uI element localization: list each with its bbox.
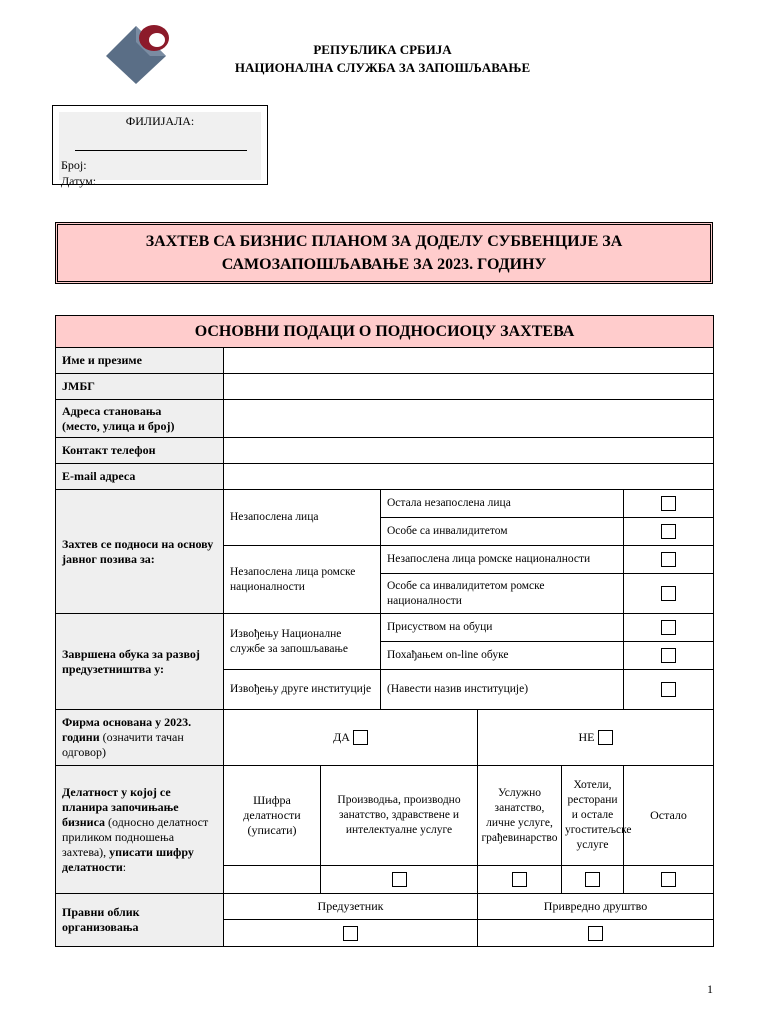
branch-box-inner — [59, 112, 261, 188]
company-no-cell[interactable] — [478, 710, 714, 766]
title-line-1: ЗАХТЕВ СА БИЗНИС ПЛАНОМ ЗА ДОДЕЛУ СУБВЕНЦИЈЕ ЗА — [145, 233, 623, 250]
activity-label-end: : — [122, 859, 127, 874]
branch-box — [52, 105, 268, 188]
checkbox[interactable] — [661, 586, 676, 601]
activity-col-other: Остало — [624, 766, 714, 866]
company-label-note: (означити тачан одговор) — [62, 730, 184, 759]
training-option-institution: (Навести назив институције) — [381, 670, 624, 710]
request-group-roma: Незапослена лица ромске националности — [224, 546, 381, 614]
request-option-disabled-roma-checkbox[interactable] — [624, 574, 714, 614]
legal-option-company: Привредно друштво — [478, 894, 714, 920]
name-label: Име и презиме — [56, 348, 224, 374]
activity-col-production: Производња, производно занатство, здравствене и интелектуалне услуге — [321, 766, 478, 866]
checkbox[interactable] — [661, 524, 676, 539]
phone-label: Контакт телефон — [56, 438, 224, 464]
company-yes-checkbox[interactable] — [353, 730, 368, 745]
checkbox[interactable] — [661, 682, 676, 697]
checkbox[interactable] — [588, 926, 603, 941]
legal-entrepreneur-checkbox-cell[interactable] — [224, 920, 478, 947]
section-title: ОСНОВНИ ПОДАЦИ О ПОДНОСИОЦУ ЗАХТЕВА — [56, 316, 714, 348]
company-yes-label: ДА — [333, 729, 350, 744]
checkbox[interactable] — [661, 552, 676, 567]
checkbox[interactable] — [661, 496, 676, 511]
training-label: Завршена обука за развој предузетништва у: — [56, 614, 224, 710]
jmbg-label: ЈМБГ — [56, 374, 224, 400]
email-label: E-mail адреса — [56, 464, 224, 490]
request-group-unemployed: Незапослена лица — [224, 490, 381, 546]
request-option-other-unemployed-checkbox[interactable] — [624, 490, 714, 518]
training-option-online-checkbox[interactable] — [624, 642, 714, 670]
company-no-checkbox[interactable] — [598, 730, 613, 745]
address-label-line-2: (место, улица и број) — [62, 418, 175, 433]
training-option-institution-checkbox[interactable] — [624, 670, 714, 710]
request-option-roma: Незапослена лица ромске националности — [381, 546, 624, 574]
address-label-line-1: Адреса становања — [62, 403, 162, 418]
activity-other-checkbox-cell[interactable] — [624, 866, 714, 894]
phone-input[interactable] — [224, 438, 714, 464]
request-option-disabled-roma: Особе са инвалидитетом ромске националности — [381, 574, 624, 614]
activity-code-input[interactable] — [224, 866, 321, 894]
training-option-attendance: Присуством на обуци — [381, 614, 624, 642]
jmbg-input[interactable] — [224, 374, 714, 400]
legal-company-checkbox-cell[interactable] — [478, 920, 714, 947]
training-group-other: Извођењу друге институције — [224, 670, 381, 710]
branch-number: Број: — [61, 158, 87, 172]
logo-circle-inner — [149, 33, 165, 47]
branch-line — [75, 150, 247, 151]
activity-label — [56, 766, 224, 894]
activity-col-code: Шифра делатности (уписати) — [224, 766, 321, 866]
request-option-roma-checkbox[interactable] — [624, 546, 714, 574]
activity-hotels-checkbox-cell[interactable] — [562, 866, 624, 894]
email-input[interactable] — [224, 464, 714, 490]
checkbox[interactable] — [661, 648, 676, 663]
activity-col-services: Услужно занатство, личне услуге, грађевинарство — [478, 766, 562, 866]
document-title — [55, 222, 713, 284]
branch-label: ФИЛИЈАЛА: — [125, 114, 195, 128]
title-line-2: САМОЗАПОШЉАВАЊЕ ЗА 2023. ГОДИНУ — [221, 256, 547, 273]
training-option-online: Похађањем on-line обуке — [381, 642, 624, 670]
checkbox[interactable] — [392, 872, 407, 887]
activity-col-hotels: Хотели, ресторани и остале угоститељске услуге — [562, 766, 624, 866]
name-input[interactable] — [224, 348, 714, 374]
checkbox[interactable] — [585, 872, 600, 887]
request-option-disabled-checkbox[interactable] — [624, 518, 714, 546]
legal-option-entrepreneur: Предузетник — [224, 894, 478, 920]
request-label: Захтев се подноси на основу јавног позива за: — [56, 490, 224, 614]
company-label — [56, 710, 224, 766]
activity-production-checkbox-cell[interactable] — [321, 866, 478, 894]
nsz-logo — [104, 22, 174, 86]
address-label — [56, 400, 224, 438]
checkbox[interactable] — [343, 926, 358, 941]
header-line-2: НАЦИОНАЛНА СЛУЖБА ЗА ЗАПОШЉАВАЊЕ — [234, 60, 531, 75]
activity-services-checkbox-cell[interactable] — [478, 866, 562, 894]
training-group-nsz: Извођењу Националне службе за запошљавање — [224, 614, 381, 670]
page-number: 1 — [707, 982, 713, 996]
branch-date: Датум: — [61, 174, 97, 188]
address-input[interactable] — [224, 400, 714, 438]
legal-label: Правни облик организовања — [56, 894, 224, 947]
header-line-1: РЕПУБЛИКА СРБИЈА — [313, 42, 452, 57]
company-no-label: НЕ — [578, 729, 595, 744]
activity-label-bold-2: уписати шифру делатности — [62, 844, 194, 874]
activity-label-bold-1: Делатност у којој се планира започињање бизниса — [62, 784, 179, 829]
checkbox[interactable] — [661, 872, 676, 887]
activity-label-note: (односно делатност приликом подношења захтева), — [62, 814, 209, 859]
company-yes-cell[interactable] — [224, 710, 478, 766]
company-label-bold: Фирма основана у 2023. години — [62, 715, 192, 744]
checkbox[interactable] — [512, 872, 527, 887]
request-option-disabled: Особе са инвалидитетом — [381, 518, 624, 546]
checkbox[interactable] — [661, 620, 676, 635]
applicant-form-table — [55, 315, 714, 947]
request-option-other-unemployed: Остала незапослена лица — [381, 490, 624, 518]
training-option-attendance-checkbox[interactable] — [624, 614, 714, 642]
